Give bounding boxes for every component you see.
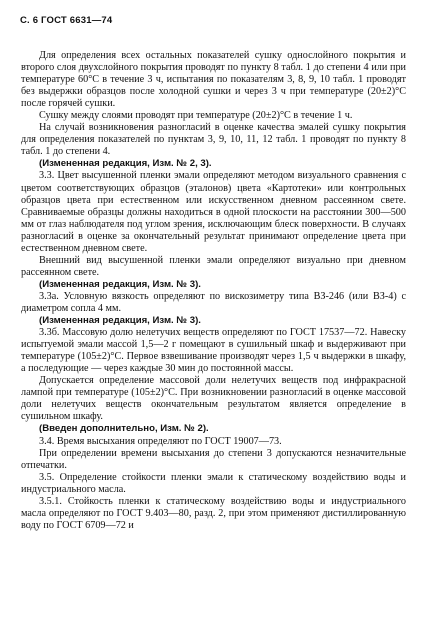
paragraph: 3.4. Время высыхания определяют по ГОСТ 19007—73. [39, 435, 282, 447]
paragraph: 3.5. Определение стойкости пленки эмали к статическому воздействию воды и индустриального масла. [21, 471, 406, 495]
paragraph: 3.3. Цвет высушенной пленки эмали определяют методом визуального сравнения с цветом соответствующих образцов (эталонов) цвета «Картотеки» или контрольных образцов цвета при естественном или искусственном дневном рассеянном свете. Сравниваемые образцы должны находиться в одной плоскости на расстоянии 300—500 мм от глаз наблюдателя под углом зрения, исключающим блеск поверхности. В случаях разногласий в оценке за окончательный результат принимают определение цвета при естественном дневном свете. [21, 170, 406, 254]
paragraph: 3.5.1. Стойкость пленки к статическому воздействию воды и индустриального масла определяют по ГОСТ 9.403—80, разд. 2, при этом применяют дистиллированную воду по ГОСТ 6709—72 и [21, 495, 406, 531]
paragraph: Внешний вид высушенной пленки эмали определяют визуально при дневном рассеянном свете. [21, 254, 406, 278]
amendment-note: (Измененная редакция, Изм. № 3). [39, 315, 201, 327]
amendment-note: (Измененная редакция, Изм. № 2, 3). [39, 158, 212, 170]
paragraph: 3.3б. Массовую долю нелетучих веществ определяют по ГОСТ 17537—72. Навеску испытуемой эмали массой 1,5—2 г помещают в сушильный шкаф и выдерживают при температуре (105±2)°С. Первое взвешивание производят через 1,5 ч выдержки в шкафу, а последующие — через каждые 30 мин до постоянной массы. [21, 327, 406, 375]
paragraph: При определении времени высыхания до степени 3 допускаются незначительные отпечатки. [21, 447, 406, 471]
document-body [21, 50, 406, 532]
paragraph: Допускается определение массовой доли нелетучих веществ под инфракрасной лампой при температуре (105±2)°С. При возникновении разногласий в оценке массовой доли нелетучих веществ окончательным результатом является определение в сушильном шкафу. [21, 375, 406, 423]
paragraph: Сушку между слоями проводят при температуре (20±2)°С в течение 1 ч. [39, 110, 353, 122]
amendment-note: (Введен дополнительно, Изм. № 2). [39, 423, 209, 435]
paragraph: На случай возникновения разногласий в оценке качества эмалей сушку покрытия для определения показателей по пунктам 3, 9, 10, 11, 12 табл. 1 проводят по пункту 8 табл. 1 до степени 4. [21, 122, 406, 158]
amendment-note: (Измененная редакция, Изм. № 3). [39, 278, 201, 290]
paragraph: Для определения всех остальных показателей сушку однослойного покрытия и второго слоя двухслойного покрытия проводят по пункту 8 табл. 1 до степени 4 или при температуре 60°С в течение 3 ч, испытания по показателям 3, 8, 9, 10 табл. 1 проводят без выдержки образцов после холодной сушки и через 3 ч при температуре (20±2)°С после горячей сушки. [21, 50, 406, 110]
paragraph: 3.3а. Условную вязкость определяют по вискозиметру типа ВЗ-246 (или ВЗ-4) с диаметром сопла 4 мм. [21, 290, 406, 314]
page-header: С. 6 ГОСТ 6631—74 [20, 15, 113, 26]
